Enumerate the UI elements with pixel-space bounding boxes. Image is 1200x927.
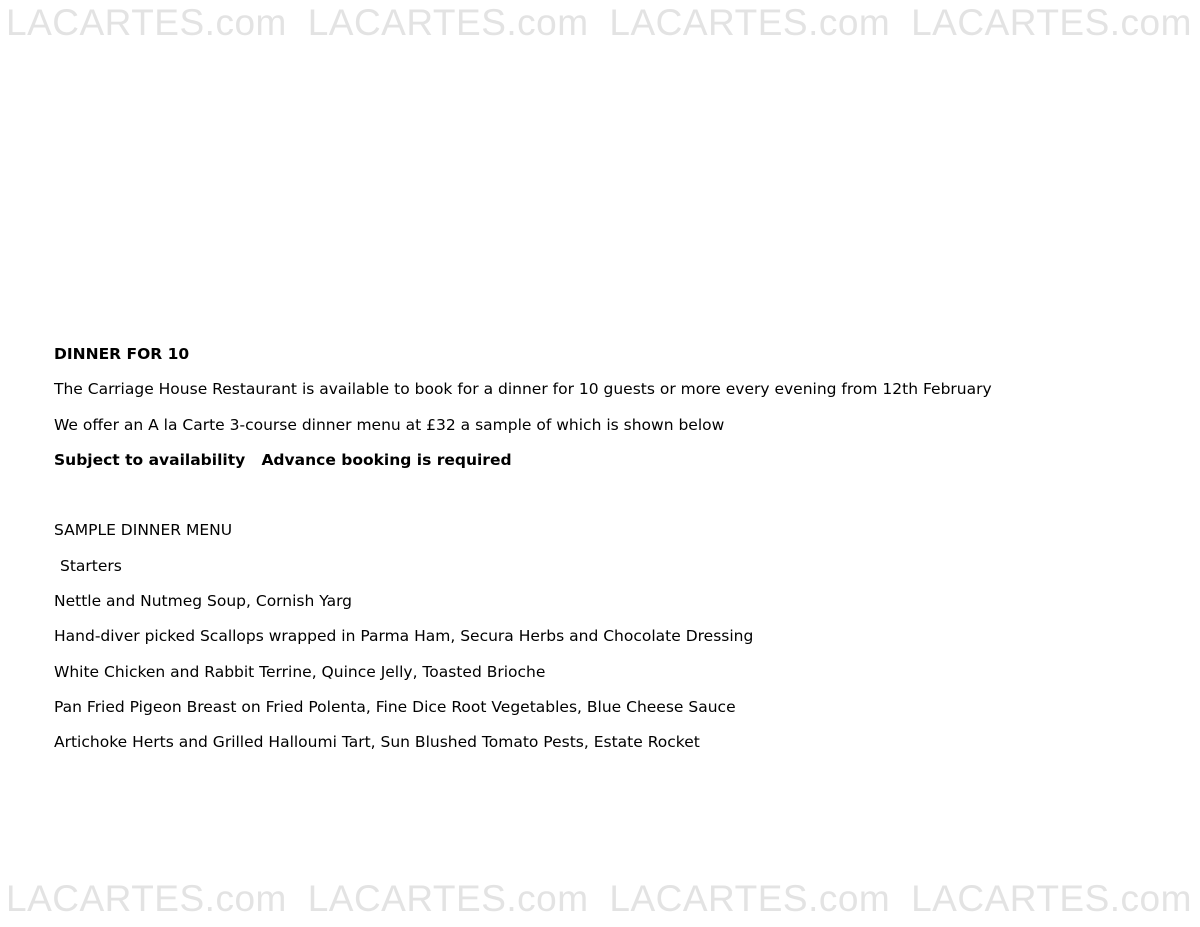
intro-line: The Carriage House Restaurant is available to book for a dinner for 10 guests or more every evening from 12th February: [54, 380, 992, 399]
starter-item: Pan Fried Pigeon Breast on Fried Polenta, Fine Dice Root Vegetables, Blue Cheese Sauce: [54, 697, 736, 716]
watermark-text: LACARTES.com: [6, 2, 287, 43]
watermark-text: LACARTES.com: [911, 2, 1192, 43]
spacer: [54, 486, 1154, 521]
intro-line: We offer an A la Carte 3-course dinner menu at £32 a sample of which is shown below: [54, 415, 725, 434]
watermark-text: LACARTES.com: [609, 2, 891, 43]
watermark-bottom: [0, 878, 1200, 920]
starter-item: Artichoke Herts and Grilled Halloumi Tart, Sun Blushed Tomato Pests, Estate Rocket: [54, 733, 700, 752]
watermark-text: LACARTES.com: [911, 878, 1192, 919]
document-heading: DINNER FOR 10: [54, 345, 190, 363]
watermark-text: LACARTES.com: [609, 878, 891, 919]
starter-item: Hand-diver picked Scallops wrapped in Parma Ham, Secura Herbs and Chocolate Dressing: [54, 627, 754, 646]
section-title-starters: Starters: [60, 556, 122, 575]
advance-booking-notice: Advance booking is required: [261, 450, 512, 469]
watermark-text: LACARTES.com: [307, 2, 589, 43]
watermark-text: LACARTES.com: [307, 878, 589, 919]
watermark-text: LACARTES.com: [6, 878, 287, 919]
availability-notice: Subject to availability: [54, 450, 246, 469]
watermark-top: [0, 2, 1200, 44]
menu-document: [54, 345, 1154, 769]
booking-notice: [54, 451, 1154, 486]
menu-title: SAMPLE DINNER MENU: [54, 521, 233, 540]
starter-item: Nettle and Nutmeg Soup, Cornish Yarg: [54, 592, 353, 611]
starter-item: White Chicken and Rabbit Terrine, Quince Jelly, Toasted Brioche: [54, 662, 546, 681]
